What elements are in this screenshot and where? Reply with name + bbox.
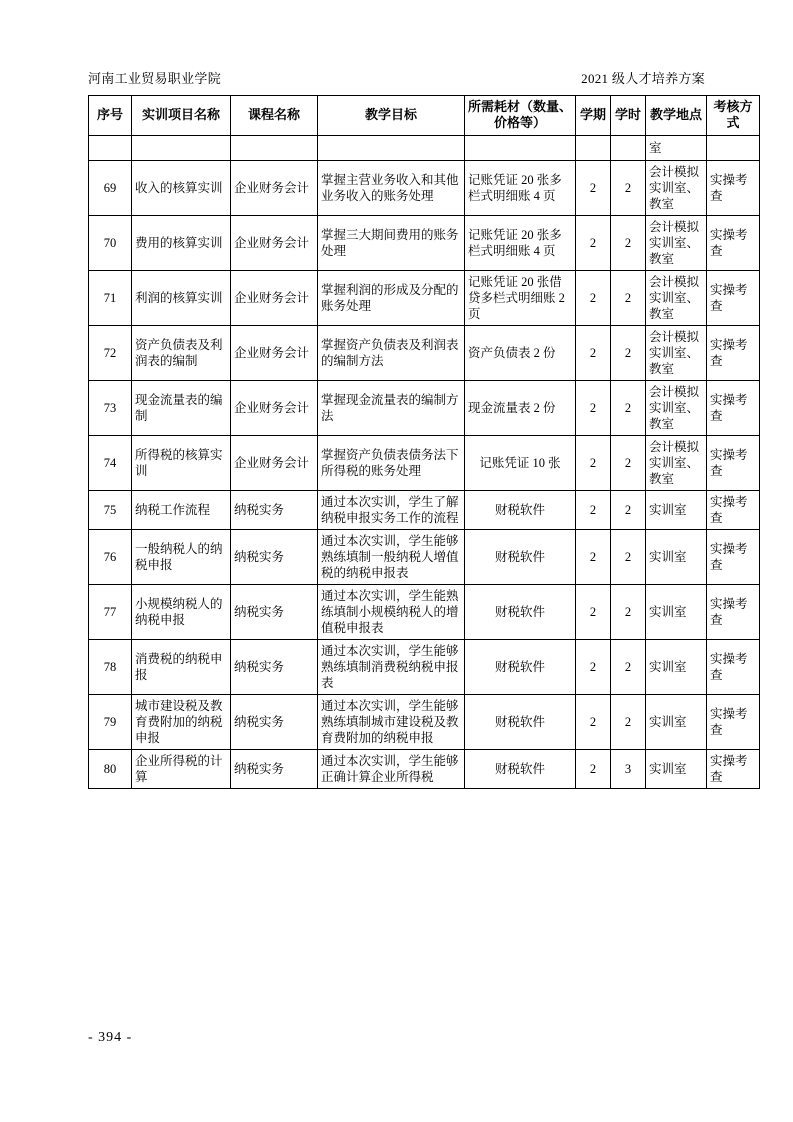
cell-hours: 3 [611, 749, 646, 788]
cell-place: 实训室 [646, 694, 707, 749]
cell-hours: 2 [611, 435, 646, 490]
cell-project-name: 企业所得税的计算 [132, 749, 231, 788]
cell-course-name: 企业财务会计 [231, 160, 318, 215]
cell-teaching-goal: 通过本次实训，学生能熟练填制小规模纳税人的增值税申报表 [318, 584, 465, 639]
cell-teaching-goal: 通过本次实训，学生能够熟练填制一般纳税人增值税的纳税申报表 [318, 529, 465, 584]
cell-project-name: 消费税的纳税申报 [132, 639, 231, 694]
cell-materials: 财税软件 [465, 584, 576, 639]
cell-hours: 2 [611, 270, 646, 325]
cell-term: 2 [576, 435, 611, 490]
cell-teaching-goal: 通过本次实训，学生能够正确计算企业所得税 [318, 749, 465, 788]
header-document-title: 2021 级人才培养方案 [581, 71, 705, 86]
table-header [89, 96, 760, 136]
col-header-project-name: 实训项目名称 [132, 96, 231, 136]
cell-materials: 记账凭证 10 张 [465, 435, 576, 490]
cell-materials: 记账凭证 20 张借贷多栏式明细账 2 页 [465, 270, 576, 325]
cell-assessment: 实操考查 [707, 639, 760, 694]
cell-term: 2 [576, 325, 611, 380]
cell-no: 80 [89, 749, 132, 788]
cell-no: 75 [89, 490, 132, 529]
cell-assessment: 实操考查 [707, 160, 760, 215]
cell-teaching-goal: 通过本次实训，学生能够熟练填制消费税纳税申报表 [318, 639, 465, 694]
cell-project-name: 费用的核算实训 [132, 215, 231, 270]
col-header-place: 教学地点 [646, 96, 707, 136]
table-row [89, 270, 760, 325]
cell-hours: 2 [611, 215, 646, 270]
cell-hours: 2 [611, 325, 646, 380]
cell-course-name: 企业财务会计 [231, 270, 318, 325]
cell-teaching-goal: 掌握主营业务收入和其他业务收入的账务处理 [318, 160, 465, 215]
cell-hours [611, 135, 646, 160]
cell-materials: 财税软件 [465, 749, 576, 788]
table-row [89, 584, 760, 639]
cell-assessment: 实操考查 [707, 694, 760, 749]
page-footer [0, 1030, 793, 1046]
table-row [89, 639, 760, 694]
cell-term: 2 [576, 639, 611, 694]
page-number: - 394 - [88, 1030, 133, 1045]
cell-no: 72 [89, 325, 132, 380]
cell-hours: 2 [611, 490, 646, 529]
cell-teaching-goal: 掌握资产负债表债务法下所得税的账务处理 [318, 435, 465, 490]
cell-project-name: 城市建设税及教育费附加的纳税申报 [132, 694, 231, 749]
cell-teaching-goal [318, 135, 465, 160]
col-header-materials: 所需耗材（数量、价格等） [465, 96, 576, 136]
cell-course-name: 企业财务会计 [231, 380, 318, 435]
table-body [89, 135, 760, 788]
cell-assessment: 实操考查 [707, 215, 760, 270]
cell-teaching-goal: 通过本次实训，学生了解纳税申报实务工作的流程 [318, 490, 465, 529]
cell-hours: 2 [611, 160, 646, 215]
cell-place: 实训室 [646, 639, 707, 694]
cell-materials: 财税软件 [465, 694, 576, 749]
cell-project-name: 所得税的核算实训 [132, 435, 231, 490]
table-row [89, 435, 760, 490]
cell-no: 74 [89, 435, 132, 490]
cell-materials: 记账凭证 20 张多栏式明细账 4 页 [465, 160, 576, 215]
cell-course-name: 企业财务会计 [231, 325, 318, 380]
cell-course-name: 纳税实务 [231, 529, 318, 584]
table-row [89, 325, 760, 380]
cell-place: 会计模拟实训室、教室 [646, 380, 707, 435]
cell-hours: 2 [611, 584, 646, 639]
cell-assessment: 实操考查 [707, 435, 760, 490]
cell-project-name: 纳税工作流程 [132, 490, 231, 529]
cell-term: 2 [576, 749, 611, 788]
cell-materials: 记账凭证 20 张多栏式明细账 4 页 [465, 215, 576, 270]
cell-materials: 现金流量表 2 份 [465, 380, 576, 435]
cell-no: 73 [89, 380, 132, 435]
cell-term: 2 [576, 380, 611, 435]
cell-course-name: 企业财务会计 [231, 435, 318, 490]
table-row [89, 380, 760, 435]
cell-no: 70 [89, 215, 132, 270]
cell-project-name: 现金流量表的编制 [132, 380, 231, 435]
cell-assessment: 实操考查 [707, 325, 760, 380]
cell-hours: 2 [611, 380, 646, 435]
cell-hours: 2 [611, 694, 646, 749]
cell-hours: 2 [611, 529, 646, 584]
cell-place: 实训室 [646, 749, 707, 788]
cell-assessment: 实操考查 [707, 529, 760, 584]
cell-place: 实训室 [646, 584, 707, 639]
cell-course-name: 企业财务会计 [231, 215, 318, 270]
col-header-no: 序号 [89, 96, 132, 136]
cell-materials: 资产负债表 2 份 [465, 325, 576, 380]
table-row-continued [89, 135, 760, 160]
cell-course-name [231, 135, 318, 160]
cell-no: 69 [89, 160, 132, 215]
cell-place: 实训室 [646, 529, 707, 584]
cell-place: 会计模拟实训室、教室 [646, 160, 707, 215]
cell-assessment: 实操考查 [707, 490, 760, 529]
table-row [89, 529, 760, 584]
cell-teaching-goal: 通过本次实训，学生能够熟练填制城市建设税及教育费附加的纳税申报 [318, 694, 465, 749]
cell-materials: 财税软件 [465, 490, 576, 529]
cell-term [576, 135, 611, 160]
cell-teaching-goal: 掌握利润的形成及分配的账务处理 [318, 270, 465, 325]
cell-no: 76 [89, 529, 132, 584]
table-row [89, 490, 760, 529]
cell-course-name: 纳税实务 [231, 490, 318, 529]
cell-course-name: 纳税实务 [231, 694, 318, 749]
cell-place: 会计模拟实训室、教室 [646, 215, 707, 270]
cell-term: 2 [576, 215, 611, 270]
cell-assessment: 实操考查 [707, 584, 760, 639]
cell-project-name: 小规模纳税人的纳税申报 [132, 584, 231, 639]
table-row [89, 694, 760, 749]
cell-term: 2 [576, 160, 611, 215]
cell-assessment: 实操考查 [707, 270, 760, 325]
table-row [89, 749, 760, 788]
table-row [89, 160, 760, 215]
cell-course-name: 纳税实务 [231, 639, 318, 694]
cell-materials [465, 135, 576, 160]
table-row [89, 215, 760, 270]
cell-project-name: 资产负债表及利润表的编制 [132, 325, 231, 380]
table-header-row [89, 96, 760, 136]
cell-place: 实训室 [646, 490, 707, 529]
cell-project-name: 利润的核算实训 [132, 270, 231, 325]
cell-term: 2 [576, 584, 611, 639]
cell-place: 会计模拟实训室、教室 [646, 435, 707, 490]
cell-project-name [132, 135, 231, 160]
cell-no: 78 [89, 639, 132, 694]
col-header-assessment: 考核方式 [707, 96, 760, 136]
cell-no: 77 [89, 584, 132, 639]
cell-assessment [707, 135, 760, 160]
cell-course-name: 纳税实务 [231, 749, 318, 788]
col-header-course-name: 课程名称 [231, 96, 318, 136]
cell-teaching-goal: 掌握资产负债表及利润表的编制方法 [318, 325, 465, 380]
cell-term: 2 [576, 529, 611, 584]
cell-no: 71 [89, 270, 132, 325]
cell-course-name: 纳税实务 [231, 584, 318, 639]
cell-materials: 财税软件 [465, 639, 576, 694]
cell-place: 室 [646, 135, 707, 160]
col-header-hours: 学时 [611, 96, 646, 136]
cell-teaching-goal: 掌握三大期间费用的账务处理 [318, 215, 465, 270]
training-projects-table [88, 95, 760, 789]
cell-hours: 2 [611, 639, 646, 694]
header-institution: 河南工业贸易职业学院 [88, 71, 222, 86]
cell-term: 2 [576, 270, 611, 325]
cell-assessment: 实操考查 [707, 380, 760, 435]
cell-place: 会计模拟实训室、教室 [646, 270, 707, 325]
col-header-teaching-goal: 教学目标 [318, 96, 465, 136]
cell-assessment: 实操考查 [707, 749, 760, 788]
cell-term: 2 [576, 490, 611, 529]
col-header-term: 学期 [576, 96, 611, 136]
cell-term: 2 [576, 694, 611, 749]
cell-teaching-goal: 掌握现金流量表的编制方法 [318, 380, 465, 435]
cell-materials: 财税软件 [465, 529, 576, 584]
cell-project-name: 收入的核算实训 [132, 160, 231, 215]
cell-no: 79 [89, 694, 132, 749]
page-header [88, 68, 705, 87]
cell-no [89, 135, 132, 160]
cell-project-name: 一般纳税人的纳税申报 [132, 529, 231, 584]
cell-place: 会计模拟实训室、教室 [646, 325, 707, 380]
